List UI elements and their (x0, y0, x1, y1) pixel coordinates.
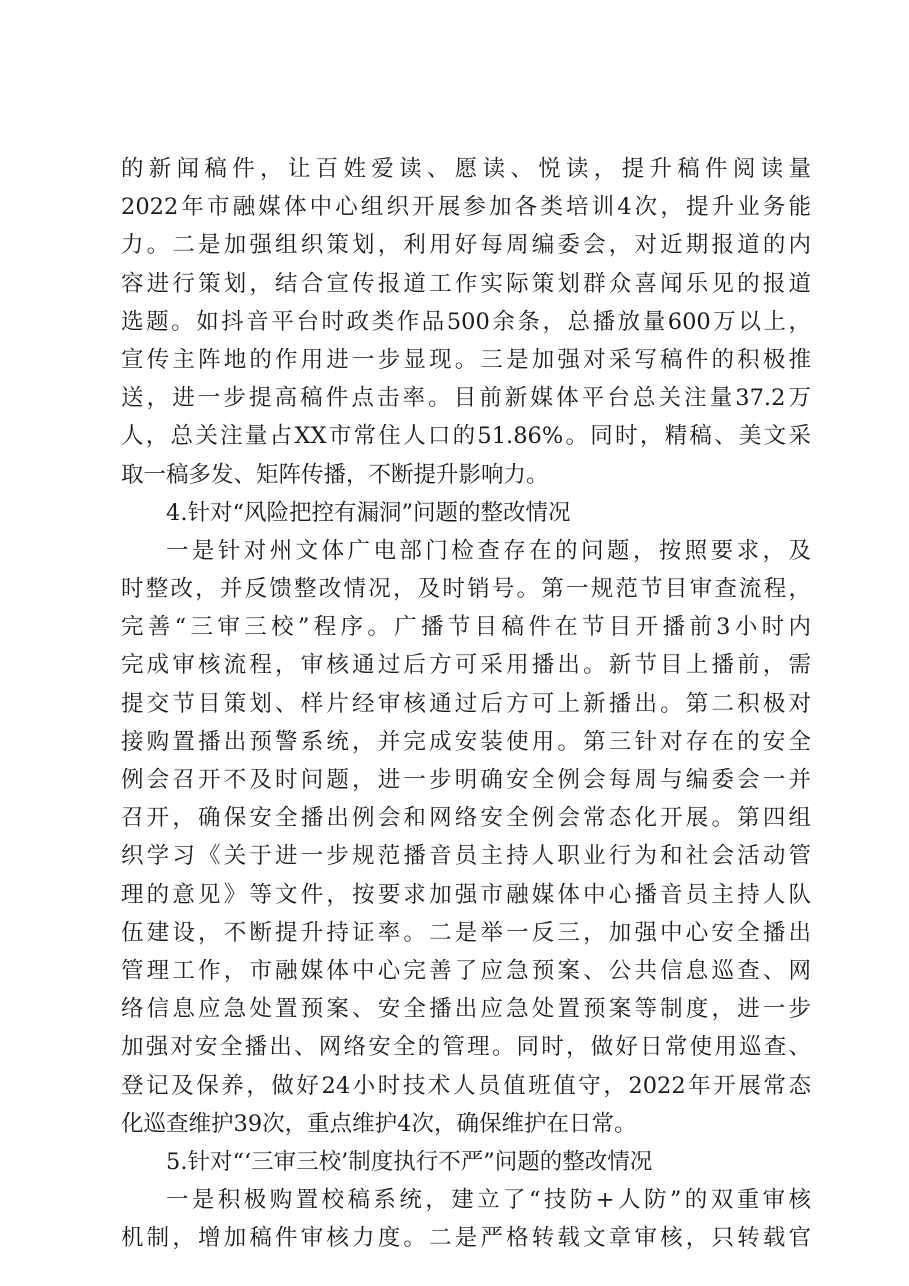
document-line: 织学习《关于进一步规范播音员主持人职业行为和社会活动管 (121, 843, 811, 870)
document-line: 人，总关注量占XX市常住人口的51.86%。同时，精稿、美文采 (121, 423, 811, 450)
document-line: 送，进一步提高稿件点击率。目前新媒体平台总关注量37.2万 (121, 385, 811, 412)
document-line: 力。二是加强组织策划，利用好每周编委会，对近期报道的内 (121, 232, 811, 259)
document-line: 宣传主阵地的作用进一步显现。三是加强对采写稿件的积极推 (121, 346, 811, 373)
document-line: 管理工作，市融媒体中心完善了应急预案、公共信息巡查、网 (121, 957, 811, 984)
document-line: 时整改，并反馈整改情况，及时销号。第一规范节目审查流程， (121, 576, 811, 603)
document-line: 化巡查维护39次，重点维护4次，确保维护在日常。 (121, 1110, 637, 1137)
document-line: 容进行策划，结合宣传报道工作实际策划群众喜闻乐见的报道 (121, 270, 811, 297)
document-line: 一是针对州文体广电部门检查存在的问题，按照要求，及 (166, 537, 811, 564)
document-line: 络信息应急处置预案、安全播出应急处置预案等制度，进一步 (121, 996, 811, 1023)
document-line: 5.针对“‘三审三校’制度执行不严”问题的整改情况 (166, 1148, 653, 1175)
document-line: 选题。如抖音平台时政类作品500余条，总播放量600万以上， (121, 308, 811, 335)
document-line: 4.针对“风险把控有漏洞”问题的整改情况 (166, 499, 571, 526)
document-line: 例会召开不及时问题，进一步明确安全例会每周与编委会一并 (121, 767, 811, 793)
document-line: 完成审核流程，审核通过后方可采用播出。新节目上播前，需 (121, 652, 811, 679)
document-line: 召开，确保安全播出例会和网络安全例会常态化开展。第四组 (121, 805, 811, 832)
document-line: 完善“三审三校”程序。广播节目稿件在节目开播前3小时内 (121, 614, 811, 641)
document-line: 2022年市融媒体中心组织开展参加各类培训4次，提升业务能 (121, 194, 811, 221)
document-line: 的新闻稿件，让百姓爱读、愿读、悦读，提升稿件阅读量 (121, 156, 811, 182)
document-line: 理的意见》等文件，按要求加强市融媒体中心播音员主持人队 (121, 881, 811, 908)
document-line: 一是积极购置校稿系统，建立了“技防+人防”的双重审核 (166, 1187, 811, 1214)
document-line: 接购置播出预警系统，并完成安装使用。第三针对存在的安全 (121, 728, 811, 755)
document-line: 机制，增加稿件审核力度。二是严格转载文章审核，只转载官 (121, 1225, 811, 1252)
document-line: 伍建设，不断提升持证率。二是举一反三，加强中心安全播出 (121, 919, 811, 946)
document-line: 加强对安全播出、网络安全的管理。同时，做好日常使用巡查、 (121, 1034, 811, 1061)
document-body (121, 150, 811, 1257)
document-line: 提交节目策划、样片经审核通过后方可上新播出。第二积极对 (121, 690, 811, 717)
document-line: 登记及保养，做好24小时技术人员值班值守，2022年开展常态 (121, 1072, 811, 1099)
document-line: 取一稿多发、矩阵传播，不断提升影响力。 (121, 461, 549, 488)
